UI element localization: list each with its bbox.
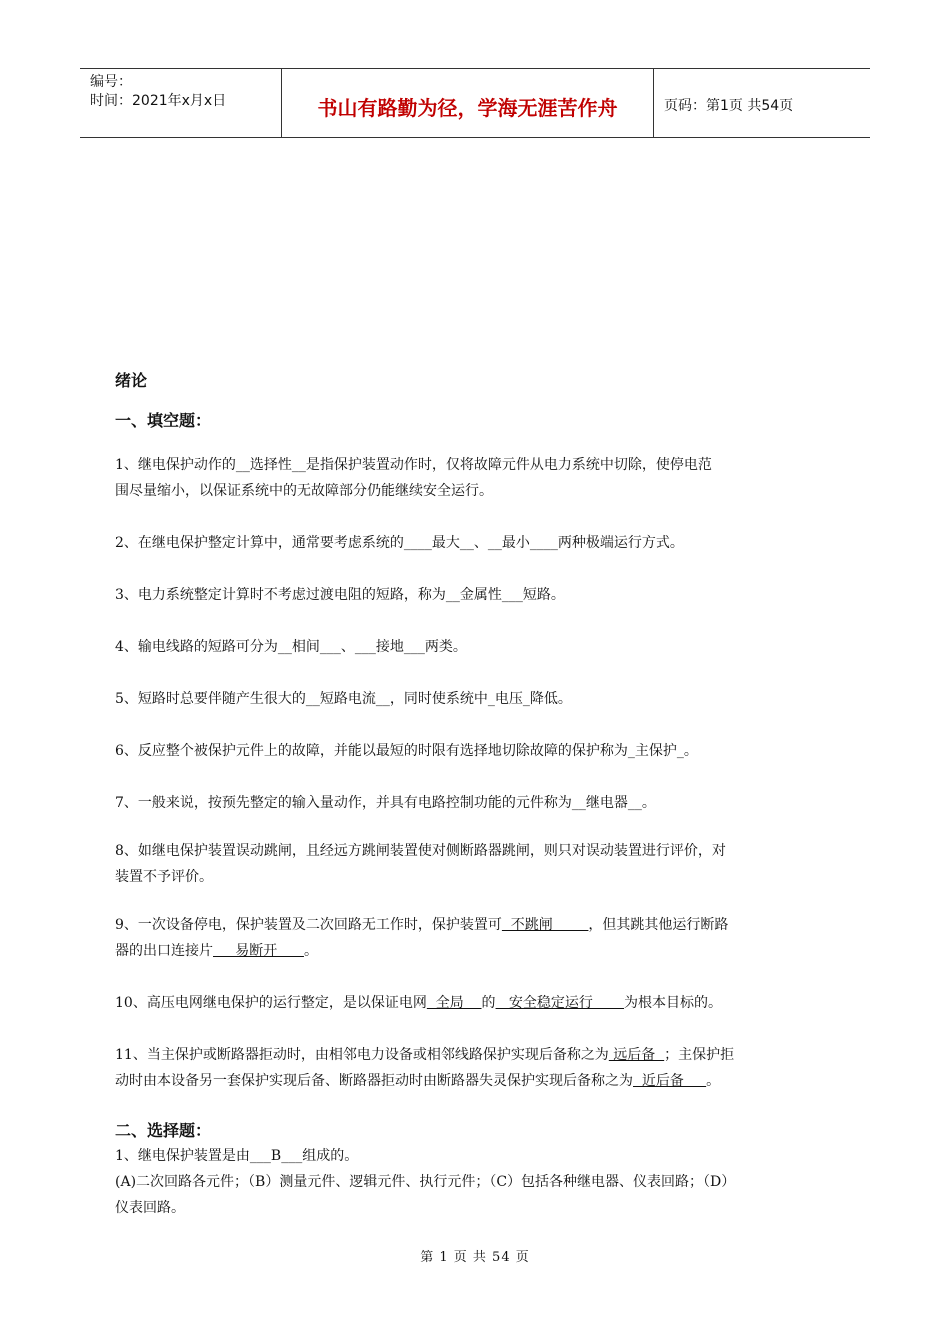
question-9-text-d: 。 bbox=[303, 943, 318, 959]
question-9 bbox=[115, 912, 840, 964]
answer-blank: 不跳闸 bbox=[501, 917, 589, 933]
question-10 bbox=[115, 990, 840, 1016]
answer-blank: 全局 bbox=[426, 995, 482, 1011]
choice-question-1: 1、继电保护装置是由___B___组成的。 bbox=[115, 1148, 359, 1164]
header-motto: 书山有路勤为径，学海无涯苦作舟 bbox=[282, 69, 654, 137]
time-label: 时间：2021年x月x日 bbox=[90, 93, 227, 109]
question-11-text-b: ；主保护拒 bbox=[664, 1047, 735, 1063]
answer-blank: 近后备 bbox=[633, 1073, 707, 1089]
question-9-line1 bbox=[115, 912, 840, 938]
document-body bbox=[115, 368, 840, 1221]
question-3: 3、电力系统整定计算时不考虑过渡电阻的短路，称为__金属性___短路。 bbox=[115, 587, 565, 603]
question-11-line1 bbox=[115, 1042, 840, 1068]
header-info-cell bbox=[80, 69, 282, 137]
question-1-line2: 围尽量缩小，以保证系统中的无故障部分仍能继续安全运行。 bbox=[115, 483, 493, 499]
question-10-text-c: 为根本目标的。 bbox=[624, 995, 723, 1011]
question-5: 5、短路时总要伴随产生很大的__短路电流__，同时使系统中_电压_降低。 bbox=[115, 691, 572, 707]
question-11-text-d: 。 bbox=[706, 1073, 721, 1089]
question-4: 4、输电线路的短路可分为__相间___、___接地___两类。 bbox=[115, 639, 467, 655]
question-8-line1: 8、如继电保护装置误动跳闸，且经远方跳闸装置使对侧断路器跳闸，则只对误动装置进行评价，对 bbox=[115, 843, 726, 859]
question-10-text-a: 10、高压电网继电保护的运行整定，是以保证电网 bbox=[115, 995, 427, 1011]
section-fill-blank-title: 一、填空题： bbox=[115, 411, 212, 430]
answer-blank: 易断开 bbox=[213, 943, 304, 959]
question-7: 7、一般来说，按预先整定的输入量动作，并具有电路控制功能的元件称为__继电器__。 bbox=[115, 795, 656, 811]
question-10-text-b: 的 bbox=[481, 995, 496, 1011]
question-9-text-b: ，但其跳其他运行断路 bbox=[588, 917, 729, 933]
question-1 bbox=[115, 452, 840, 504]
question-9-line2 bbox=[115, 938, 840, 964]
question-6: 6、反应整个被保护元件上的故障，并能以最短的时限有选择地切除故障的保护称为_主保护_。 bbox=[115, 743, 698, 759]
choice-question-1-options-line1: (A)二次回路各元件；（B）测量元件、逻辑元件、执行元件；（C）包括各种继电器、仪表回路；（D） bbox=[115, 1174, 736, 1190]
question-8-line2: 装置不予评价。 bbox=[115, 869, 213, 885]
document-header bbox=[80, 68, 870, 138]
number-label: 编号： bbox=[90, 74, 132, 90]
question-9-text-a: 9、一次设备停电，保护装置及二次回路无工作时，保护装置可 bbox=[115, 917, 502, 933]
question-8 bbox=[115, 838, 840, 890]
question-1-line1: 1、继电保护动作的__选择性__是指保护装置动作时，仅将故障元件从电力系统中切除，使停电范 bbox=[115, 457, 712, 473]
question-9-text-c: 器的出口连接片 bbox=[115, 943, 213, 959]
section-choice-title: 二、选择题： bbox=[115, 1121, 212, 1140]
question-11 bbox=[115, 1042, 840, 1094]
chapter-title: 绪论 bbox=[115, 371, 148, 390]
question-2: 2、在继电保护整定计算中，通常要考虑系统的____最大__、__最小____两种极端运行方式。 bbox=[115, 535, 684, 551]
question-11-text-c: 动时由本设备另一套保护实现后备、断路器拒动时由断路器失灵保护实现后备称之为 bbox=[115, 1073, 633, 1089]
answer-blank: 安全稳定运行 bbox=[495, 995, 625, 1011]
page-footer: 第 1 页 共 54 页 bbox=[420, 1250, 530, 1265]
question-11-text-a: 11、当主保护或断路器拒动时，由相邻电力设备或相邻线路保护实现后备称之为 bbox=[115, 1047, 609, 1063]
answer-blank: 远后备 bbox=[608, 1047, 665, 1063]
choice-question-1-options-line2: 仪表回路。 bbox=[115, 1200, 185, 1216]
header-page-label: 页码：第1页 共54页 bbox=[664, 98, 794, 114]
question-11-line2 bbox=[115, 1068, 840, 1094]
